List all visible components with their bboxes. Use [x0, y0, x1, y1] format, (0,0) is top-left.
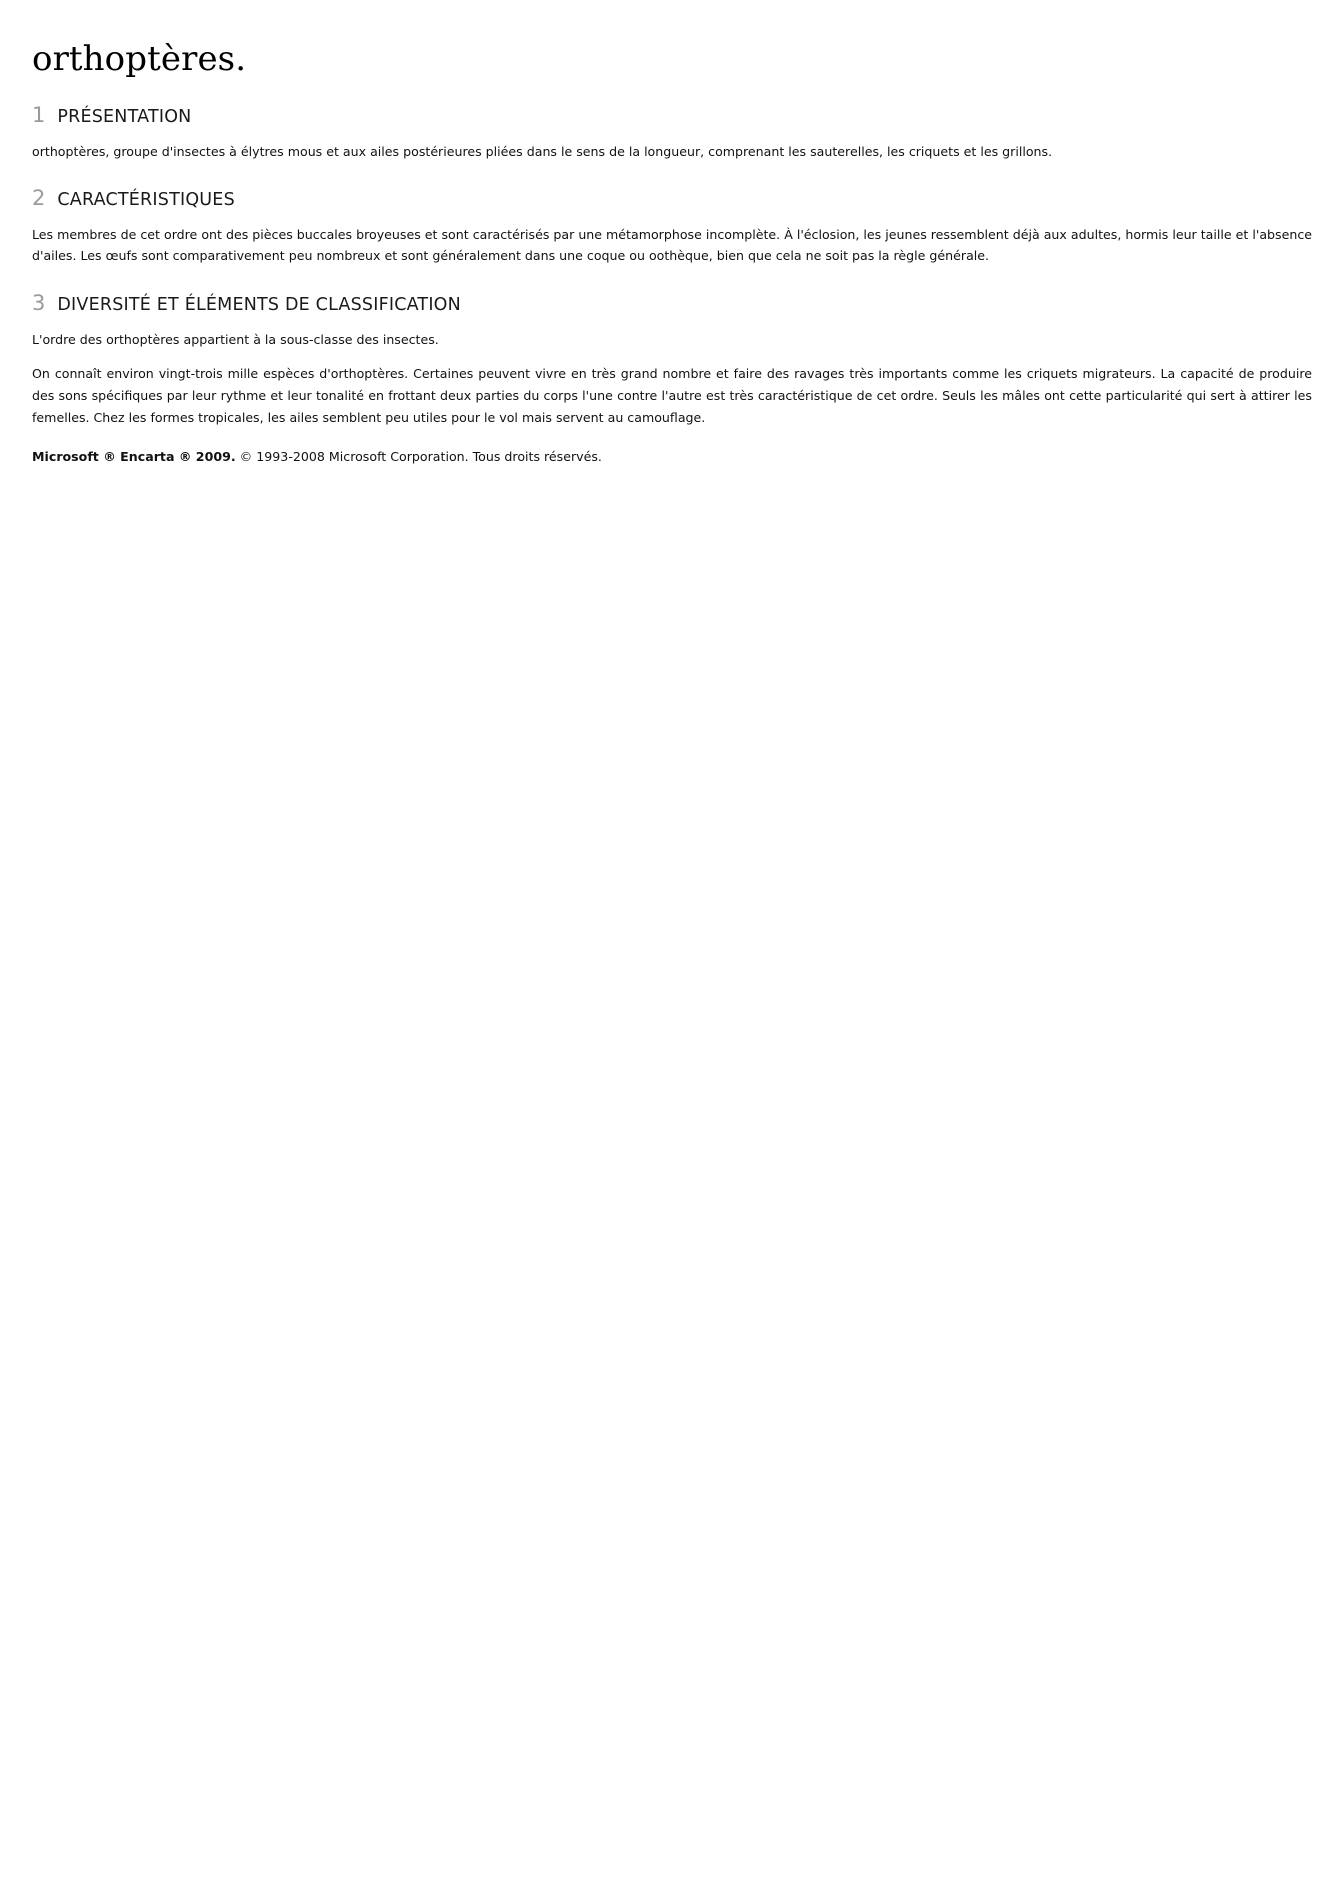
section-number: 3	[32, 291, 46, 316]
section-heading-3	[32, 293, 1312, 315]
section-title: CARACTÉRISTIQUES	[57, 190, 235, 211]
section-paragraph: orthoptères, groupe d'insectes à élytres mous et aux ailes postérieures pliées dans le sens de la longueur, comprenant les sauterelles, les criquets et les grillons.	[32, 143, 1053, 159]
section-number: 1	[32, 103, 46, 128]
section-paragraph: L'ordre des orthoptères appartient à la sous-classe des insectes.	[32, 331, 439, 347]
section-paragraph: Les membres de cet ordre ont des pièces buccales broyeuses et sont caractérisés par une métamorphose incomplète. À l'éclosion, les jeunes ressemblent déjà aux adultes, hormis leur taille et l'absence d'ailes. Les œufs sont comparativement peu nombreux et sont généralement dans une coque ou oothèque, bien que cela ne soit pas la règle générale.	[32, 226, 1312, 264]
section-title: DIVERSITÉ ET ÉLÉMENTS DE CLASSIFICATION	[57, 295, 461, 316]
copyright-brand: Microsoft ® Encarta ® 2009.	[32, 449, 236, 465]
copyright-text: © 1993-2008 Microsoft Corporation. Tous droits réservés.	[239, 449, 602, 465]
section-number: 2	[32, 186, 46, 211]
section-heading-1	[32, 105, 1312, 127]
page-title: orthoptères.	[32, 39, 247, 79]
copyright-notice	[32, 446, 1312, 468]
section-heading-2	[32, 188, 1312, 210]
section-title: PRÉSENTATION	[57, 107, 192, 128]
section-paragraph: On connaît environ vingt-trois mille espèces d'orthoptères. Certaines peuvent vivre en très grand nombre et faire des ravages très importants comme les criquets migrateurs. La capacité de produire des sons spécifiques par leur rythme et leur tonalité en frottant deux parties du corps l'une contre l'autre est très caractéristique de cet ordre. Seuls les mâles ont cette particularité qui sert à attirer les femelles. Chez les formes tropicales, les ailes semblent peu utiles pour le vol mais servent au camouflage.	[32, 366, 1312, 425]
